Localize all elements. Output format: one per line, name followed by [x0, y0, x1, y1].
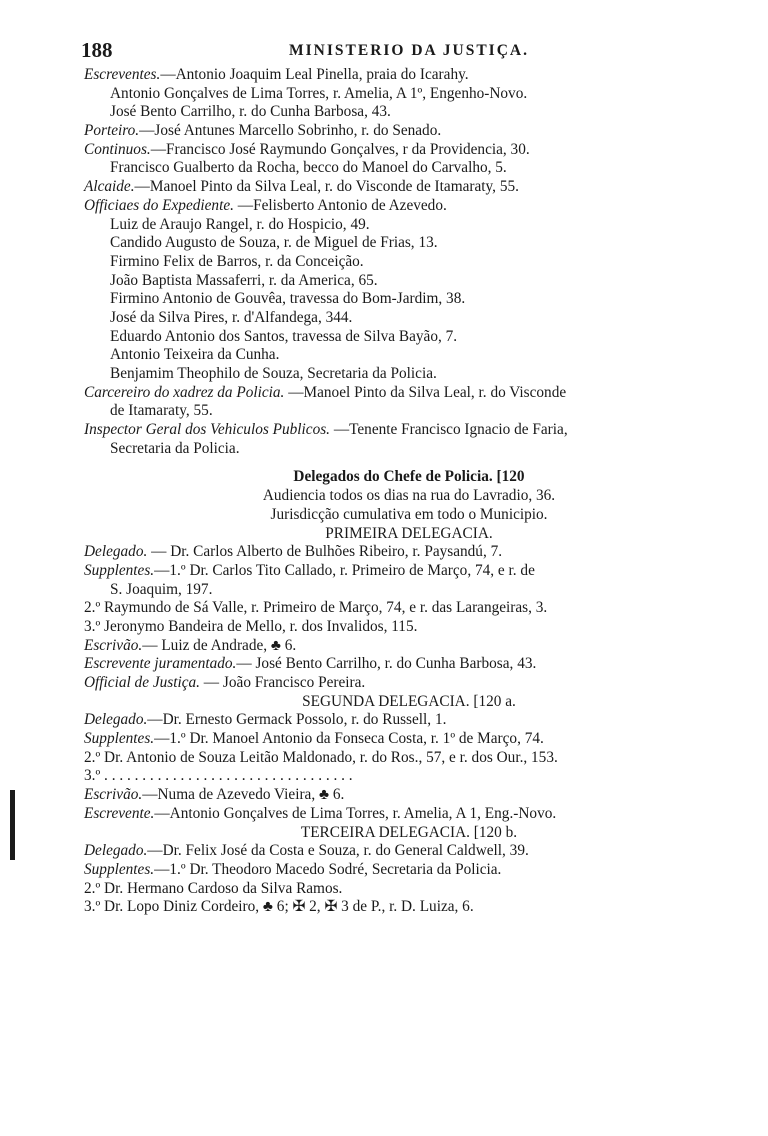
text-line [84, 543, 734, 562]
document-page [81, 38, 734, 917]
running-title: MINISTERIO DA JUSTIÇA. [289, 42, 529, 59]
entry-text: Luiz de Araujo Rangel, r. do Hospicio, 49. [110, 215, 370, 233]
section-title-segunda: SEGUNDA DELEGACIA. [120 a. [302, 692, 516, 710]
text-line [84, 421, 734, 440]
entry-label: Carcereiro do xadrez da Policia. [84, 383, 285, 401]
entry-text: 3.º . . . . . . . . . . . . . . . . . . . . . . . . . . . . . . . . . [84, 767, 353, 785]
entry-text: — José Bento Carrilho, r. do Cunha Barbosa, 43. [236, 655, 537, 673]
entry-text: 3.º Dr. Lopo Diniz Cordeiro, ♣ 6; ✠ 2, ✠ 3 de P., r. D. Luiza, 6. [84, 898, 474, 916]
entry-label: Continuos. [84, 140, 151, 158]
entry-label: Delegado. [84, 842, 148, 860]
entry-text: —Dr. Felix José da Costa e Souza, r. do General Caldwell, 39. [147, 842, 529, 860]
entry-text: Firmino Antonio de Gouvêa, travessa do Bom-Jardim, 38. [110, 290, 466, 308]
entry-label: Delegado. [84, 543, 148, 561]
entry-text: —Tenente Francisco Ignacio de Faria, [330, 421, 568, 439]
segunda-delegacia-list [84, 711, 734, 823]
entry-label: Supplentes. [84, 561, 155, 579]
entry-label: Porteiro. [84, 122, 140, 140]
entry-text: Secretaria da Policia. [110, 439, 240, 457]
text-line [84, 440, 734, 459]
text-line [84, 365, 734, 384]
text-line [84, 85, 734, 104]
entry-text: —1.º Dr. Theodoro Macedo Sodré, Secretaria da Policia. [154, 860, 502, 878]
text-line [84, 253, 734, 272]
entry-text: de Itamaraty, 55. [110, 402, 213, 420]
text-line [84, 581, 734, 600]
text-line [84, 562, 734, 581]
entry-label: Official de Justiça. [84, 674, 200, 691]
staff-list [84, 66, 734, 458]
entry-label: Supplentes. [84, 730, 155, 748]
entry-label: Escreventes. [84, 66, 161, 83]
text-line [84, 711, 734, 730]
entry-text: 2.º Dr. Hermano Cardoso da Silva Ramos. [84, 879, 343, 897]
entry-text: 2.º Raymundo de Sá Valle, r. Primeiro de Março, 74, e r. das Larangeiras, 3. [84, 599, 548, 617]
entry-text: —Numa de Azevedo Vieira, ♣ 6. [142, 786, 345, 804]
text-line [84, 674, 734, 693]
entry-label: Supplentes. [84, 860, 155, 878]
entry-text: Eduardo Antonio dos Santos, travessa de Silva Bayão, 7. [110, 327, 458, 345]
entry-text: —Antonio Joaquim Leal Pinella, praia do Icarahy. [160, 66, 469, 83]
entry-text: João Baptista Massaferri, r. da America, 65. [110, 271, 378, 289]
entry-text: Antonio Gonçalves de Lima Torres, r. Amelia, A 1º, Engenho-Novo. [110, 84, 528, 102]
text-line [84, 655, 734, 674]
text-line [84, 880, 734, 899]
text-line [84, 290, 734, 309]
text-line [84, 272, 734, 291]
entry-label: Escrivão. [84, 636, 143, 654]
text-line [84, 346, 734, 365]
entry-text: Firmino Felix de Barros, r. da Conceição. [110, 252, 364, 270]
entry-label: Delegado. [84, 711, 148, 729]
entry-text: — João Francisco Pereira. [199, 674, 366, 691]
text-line [84, 66, 734, 85]
entry-text: José Bento Carrilho, r. do Cunha Barbosa, 43. [110, 103, 391, 121]
text-line [84, 103, 734, 122]
entry-text: Antonio Teixeira da Cunha. [110, 346, 280, 364]
terceira-delegacia-list [84, 842, 734, 917]
text-line [84, 141, 734, 160]
text-line [84, 637, 734, 656]
section-title-primeira: PRIMEIRA DELEGACIA. [325, 524, 493, 542]
primeira-delegacia-list [84, 543, 734, 693]
entry-text: —José Antunes Marcello Sobrinho, r. do Senado. [139, 122, 442, 140]
text-line [84, 898, 734, 917]
text-line [84, 861, 734, 880]
entry-text: —1.º Dr. Manoel Antonio da Fonseca Costa, r. 1º de Março, 74. [154, 730, 544, 748]
entry-text: Francisco Gualberto da Rocha, becco do Manoel do Carvalho, 5. [110, 159, 507, 177]
text-line [84, 216, 734, 235]
section-title-terceira: TERCEIRA DELEGACIA. [120 b. [300, 823, 518, 841]
entry-text: S. Joaquim, 197. [110, 580, 213, 598]
text-line [84, 767, 734, 786]
section-title-delegados: Delegados do Chefe de Policia. [120 [293, 468, 525, 486]
text-line [84, 730, 734, 749]
entry-label: Escrevente juramentado. [84, 655, 237, 673]
text-line [84, 234, 734, 253]
entry-label: Inspector Geral dos Vehiculos Publicos. [84, 421, 330, 439]
entry-text: — Luiz de Andrade, ♣ 6. [142, 636, 297, 654]
text-line [84, 599, 734, 618]
entry-text: —Manoel Pinto da Silva Leal, r. do Visconde [284, 383, 567, 401]
entry-text: Candido Augusto de Souza, r. de Miguel de Frias, 13. [110, 234, 438, 252]
text-line [84, 618, 734, 637]
text-line [84, 178, 734, 197]
entry-text: — Dr. Carlos Alberto de Bulhões Ribeiro, r. Paysandú, 7. [147, 543, 503, 561]
text-line [84, 328, 734, 347]
text-line [84, 197, 734, 216]
entry-text: —Manoel Pinto da Silva Leal, r. do Visconde de Itamaraty, 55. [134, 178, 519, 196]
text-line [84, 402, 734, 421]
entry-label: Escrevente. [84, 804, 155, 822]
text-line [84, 159, 734, 178]
text-line [84, 786, 734, 805]
entry-text: 3.º Jeronymo Bandeira de Mello, r. dos Invalidos, 115. [84, 617, 418, 635]
jurisdiccao-note: Jurisdicção cumulativa em todo o Municipio. [270, 505, 548, 523]
entry-label: Escrivão. [84, 786, 143, 804]
entry-text: —Antonio Gonçalves de Lima Torres, r. Amelia, A 1, Eng.-Novo. [154, 804, 557, 822]
entry-text: —1.º Dr. Carlos Tito Callado, r. Primeiro de Março, 74, e r. de [154, 561, 535, 579]
margin-ink-mark [10, 790, 15, 860]
text-line [84, 805, 734, 824]
text-line [84, 749, 734, 768]
entry-text: Benjamim Theophilo de Souza, Secretaria da Policia. [110, 365, 437, 382]
entry-label: Alcaide. [84, 178, 135, 196]
text-line [84, 384, 734, 403]
text-line [84, 309, 734, 328]
entry-text: José da Silva Pires, r. d'Alfandega, 344. [110, 308, 353, 326]
text-line [84, 842, 734, 861]
entry-label: Officiaes do Expediente. [84, 196, 234, 214]
page-header [81, 38, 734, 66]
page-number: 188 [81, 38, 113, 62]
audiencia-note: Audiencia todos os dias na rua do Lavradio, 36. [262, 487, 556, 505]
entry-text: —Francisco José Raymundo Gonçalves, r da Providencia, 30. [150, 140, 530, 158]
entry-text: 2.º Dr. Antonio de Souza Leitão Maldonado, r. do Ros., 57, e r. dos Our., 153. [84, 748, 558, 766]
text-line [84, 122, 734, 141]
entry-text: —Dr. Ernesto Germack Possolo, r. do Russell, 1. [147, 711, 447, 729]
entry-text: —Felisberto Antonio de Azevedo. [233, 196, 447, 214]
